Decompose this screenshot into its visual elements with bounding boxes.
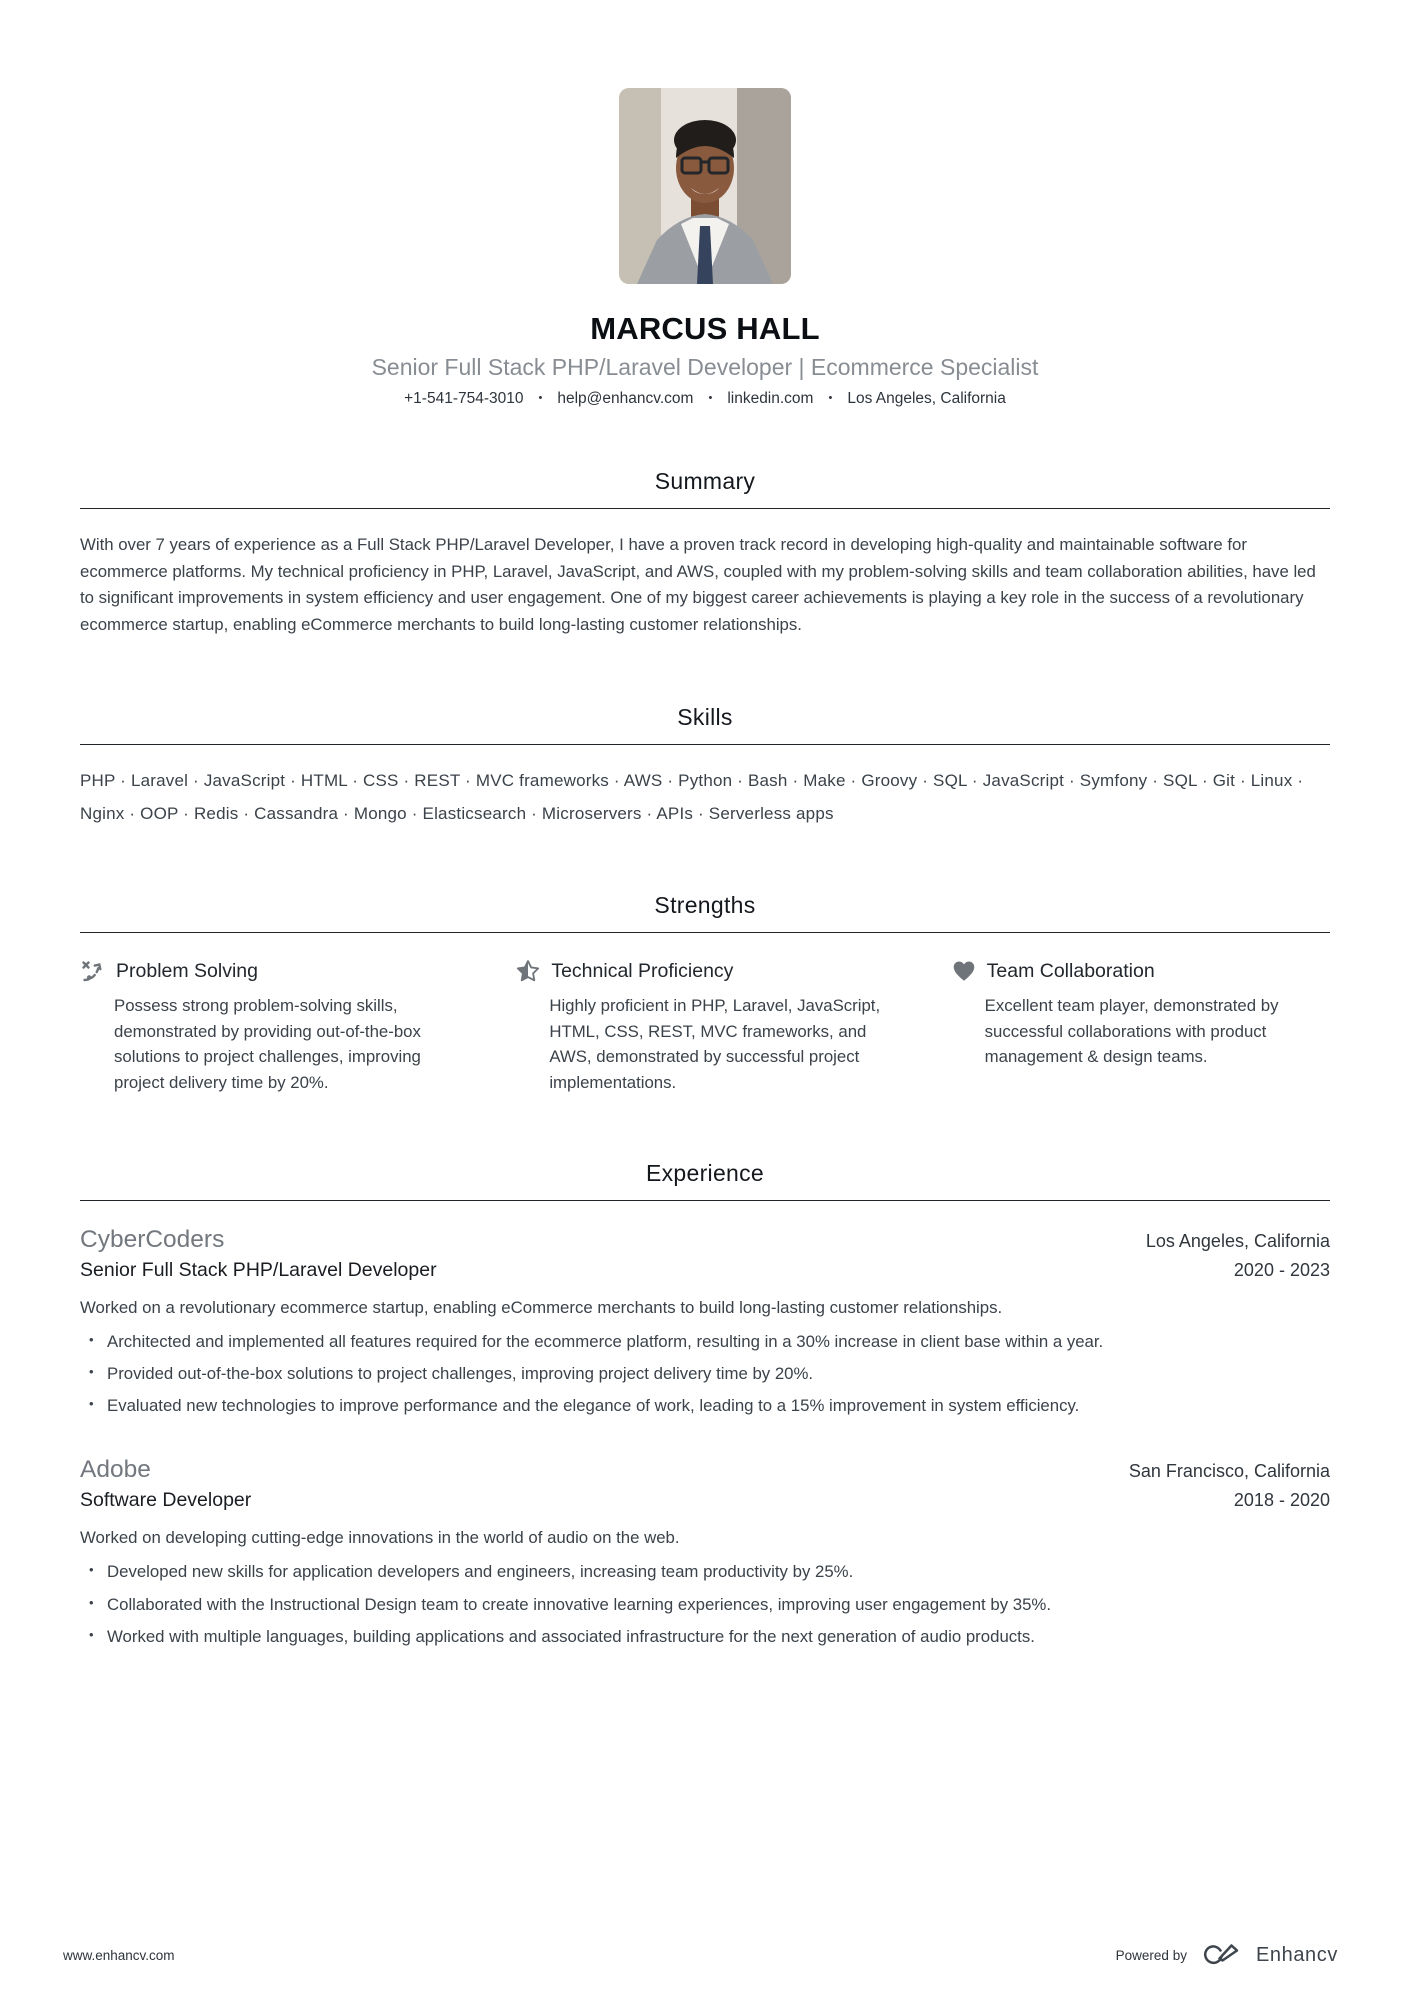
portrait-photo-illustration xyxy=(619,88,791,284)
contact-location: • Los Angeles, California xyxy=(813,390,1005,408)
website-link[interactable]: www.enhancv.com xyxy=(63,1948,175,1963)
experience-entry-adobe xyxy=(80,1456,1330,1649)
strength-head xyxy=(515,958,894,984)
contact-row xyxy=(80,390,1330,408)
contact-email[interactable]: • help@enhancv.com xyxy=(524,390,694,408)
entry-dates: 2020 - 2023 xyxy=(1233,1259,1330,1280)
strength-title: Technical Proficiency xyxy=(551,959,734,982)
entry-subheader-row xyxy=(80,1489,1330,1512)
entry-header-row xyxy=(80,1456,1330,1484)
page-footer xyxy=(63,1942,1338,1969)
strength-text: Highly proficient in PHP, Laravel, JavaScript, HTML, CSS, REST, MVC frameworks, and AWS, demonstrated by successful project implementations. xyxy=(549,996,881,1092)
enhancv-brand-name: Enhancv xyxy=(1255,1944,1338,1966)
entry-location: Los Angeles, California xyxy=(1145,1230,1330,1251)
half-star-icon xyxy=(515,958,541,984)
entry-bullet: • Architected and implemented all features required for the ecommerce platform, resulting in a 30% increase in client base within a year. xyxy=(80,1329,1330,1354)
contact-linkedin[interactable]: • linkedin.com xyxy=(693,390,813,408)
entry-bullet: • Evaluated new technologies to improve performance and the elegance of work, leading to a 15% improvement in system efficiency. xyxy=(80,1393,1330,1418)
section-summary xyxy=(80,468,1330,638)
entry-position: Software Developer xyxy=(80,1489,252,1512)
section-strengths xyxy=(80,892,1330,1095)
strength-card-problem-solving xyxy=(80,958,459,1095)
entry-location: San Francisco, California xyxy=(1128,1461,1330,1482)
entry-subheader-row xyxy=(80,1259,1330,1282)
candidate-headline: Senior Full Stack PHP/Laravel Developer | Ecommerce Specialist xyxy=(371,354,1039,380)
strength-head xyxy=(80,958,459,984)
company-name: Adobe xyxy=(80,1456,151,1484)
experience-heading: Experience xyxy=(645,1159,765,1186)
powered-by xyxy=(1116,1942,1338,1969)
experience-divider xyxy=(80,1200,1330,1201)
strengths-divider xyxy=(80,932,1330,933)
candidate-name: MARCUS HALL xyxy=(590,311,820,346)
skills-list: PHP · Laravel · JavaScript · HTML · CSS · REST · MVC frameworks · AWS · Python · Bash · Make · Groovy · SQL · JavaScript · Symfony · SQL · Git · Linux · Nginx · OOP · Redis · Cassandra · Mongo · Elasticsearch · Microservers · APIs · Serverless apps xyxy=(80,771,1304,824)
summary-heading: Summary xyxy=(654,468,756,494)
entry-bullet: • Collaborated with the Instructional Design team to create innovative learning experiences, improving user engagement by 35%. xyxy=(80,1592,1330,1617)
powered-by-label: Powered by xyxy=(1115,1948,1187,1963)
summary-divider xyxy=(80,508,1330,509)
entry-bullet: • Provided out-of-the-box solutions to project challenges, improving project delivery time by 20%. xyxy=(80,1361,1330,1386)
entry-description: Worked on developing cutting-edge innovations in the world of audio on the web. xyxy=(80,1528,680,1548)
entry-header-row xyxy=(80,1226,1330,1254)
strength-text: Excellent team player, demonstrated by successful collaborations with product management & design teams. xyxy=(984,996,1279,1067)
company-name: CyberCoders xyxy=(80,1225,225,1253)
portrait-photo xyxy=(619,88,791,284)
entry-bullet-list xyxy=(80,1559,1330,1649)
strength-card-team-collaboration xyxy=(951,958,1330,1095)
skills-heading: Skills xyxy=(677,704,733,731)
strengths-grid xyxy=(80,958,1330,1095)
section-experience xyxy=(80,1160,1330,1650)
strength-title: Team Collaboration xyxy=(986,959,1155,982)
entry-position: Senior Full Stack PHP/Laravel Developer xyxy=(80,1258,437,1281)
strategy-icon xyxy=(80,958,106,984)
entry-dates: 2018 - 2020 xyxy=(1233,1490,1330,1511)
strengths-heading: Strengths xyxy=(654,892,756,919)
contact-phone: +1-541-754-3010 xyxy=(404,390,524,407)
entry-bullet: • Worked with multiple languages, building applications and associated infrastructure for the next generation of audio products. xyxy=(80,1624,1330,1649)
strength-head xyxy=(951,958,1330,984)
experience-entry-cybercoders xyxy=(80,1226,1330,1419)
enhancv-brand-lockup[interactable] xyxy=(1201,1942,1338,1969)
strength-title: Problem Solving xyxy=(116,959,258,982)
strength-card-technical-proficiency xyxy=(515,958,894,1095)
resume-header xyxy=(80,88,1330,408)
entry-bullet: • Developed new skills for application developers and engineers, increasing team productivity by 25%. xyxy=(80,1559,1330,1584)
section-skills xyxy=(80,704,1330,830)
summary-text: With over 7 years of experience as a Full Stack PHP/Laravel Developer, I have a proven track record in developing high-quality and maintainable software for ecommerce platforms. My technical proficiency in PHP, Laravel, JavaScript, and AWS, coupled with my problem-solving skills and team collaboration abilities, have led to significant improvements in system efficiency and user engagement. One of my biggest career achievements is playing a key role in the success of a revolutionary ecommerce startup, enabling eCommerce merchants to build long-lasting customer relationships. xyxy=(80,535,1316,634)
heart-icon xyxy=(951,958,977,984)
enhancv-logo-icon xyxy=(1201,1942,1247,1969)
entry-bullet-list xyxy=(80,1329,1330,1419)
entry-description: Worked on a revolutionary ecommerce startup, enabling eCommerce merchants to build long-lasting customer relationships. xyxy=(80,1297,1003,1317)
strength-text: Possess strong problem-solving skills, demonstrated by providing out-of-the-box solutions to project challenges, improving project delivery time by 20%. xyxy=(114,996,421,1092)
skills-divider xyxy=(80,744,1330,745)
